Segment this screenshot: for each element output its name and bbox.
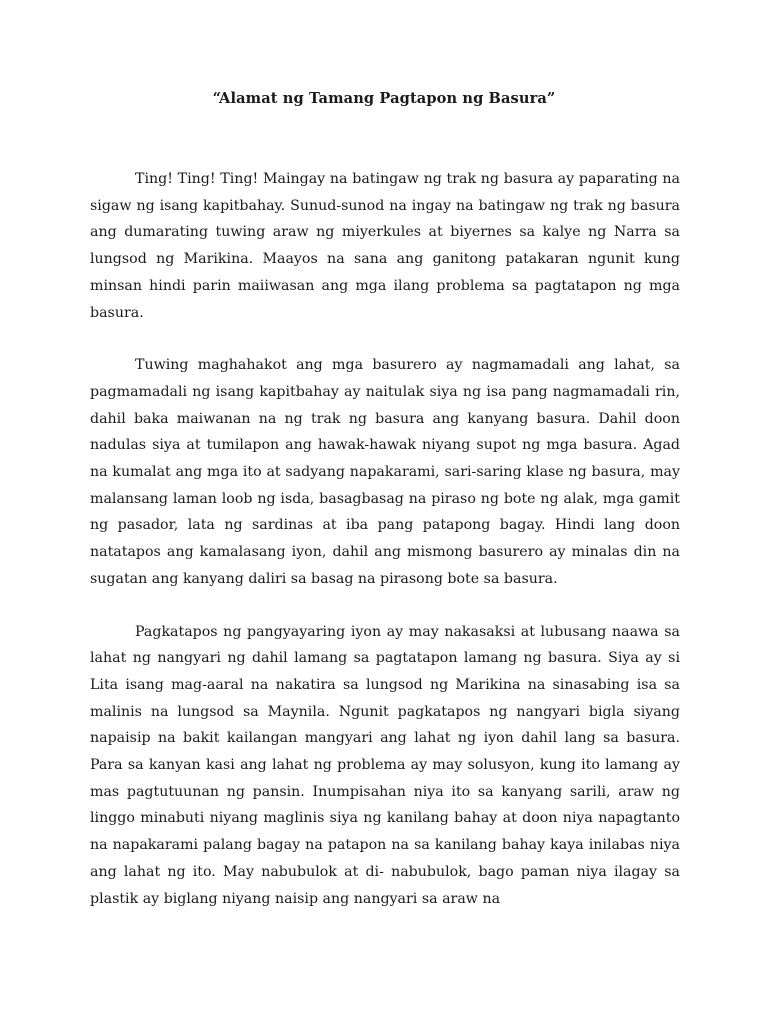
document-body xyxy=(90,166,680,912)
paragraph-3: Pagkatapos ng pangyayaring iyon ay may nakasaksi at lubusang naawa sa lahat ng nangyari ng dahil lamang sa pagtatapon lamang ng basura. Siya ay si Lita isang mag-aaral na nakatira sa lungsod ng Marikina na sinasabing isa sa malinis na lungsod sa Maynila. Ngunit pagkatapos ng nangyari bigla siyang napaisip na bakit kailangan mangyari ang lahat ng iyon dahil lang sa basura. Para sa kanyan kasi ang lahat ng problema ay may solusyon, kung ito lamang ay mas pagtutuunan ng pansin. Inumpisahan niya ito sa kanyang sarili, araw ng linggo minabuti niyang maglinis siya ng kanilang bahay at doon niya napagtanto na napakarami palang bagay na patapon na sa kanilang bahay kaya inilabas niya ang lahat ng ito. May nabubulok at di- nabubulok, bago paman niya ilagay sa plastik ay biglang niyang naisip ang nangyari sa araw na xyxy=(90,623,680,907)
paragraph-1: Ting! Ting! Ting! Maingay na batingaw ng trak ng basura ay paparating na sigaw ng isang kapitbahay. Sunud-sunod na ingay na batingaw ng trak ng basura ang dumarating tuwing araw ng miyerkules at biyernes sa kalye ng Narra sa lungsod ng Marikina. Maayos na sana ang ganitong patakaran ngunit kung minsan hindi parin maiiwasan ang mga ilang problema sa pagtatapon ng mga basura. xyxy=(90,171,680,321)
document-title: “Alamat ng Tamang Pagtapon ng Basura” xyxy=(212,90,556,107)
paragraph-2: Tuwing maghahakot ang mga basurero ay nagmamadali ang lahat, sa pagmamadali ng isang kapitbahay ay naitulak siya ng isa pang nagmamadali rin, dahil baka maiwanan na ng trak ng basura ang kanyang basura. Dahil doon nadulas siya at tumilapon ang hawak-hawak niyang supot ng mga basura. Agad na kumalat ang mga ito at sadyang napakarami, sari-saring klase ng basura, may malansang laman loob ng isda, basagbasag na piraso ng bote ng alak, mga gamit ng pasador, lata ng sardinas at iba pang patapong bagay. Hindi lang doon natatapos ang kamalasang iyon, dahil ang mismong basurero ay minalas din na sugatan ang kanyang daliri sa basag na pirasong bote sa basura. xyxy=(90,357,680,587)
